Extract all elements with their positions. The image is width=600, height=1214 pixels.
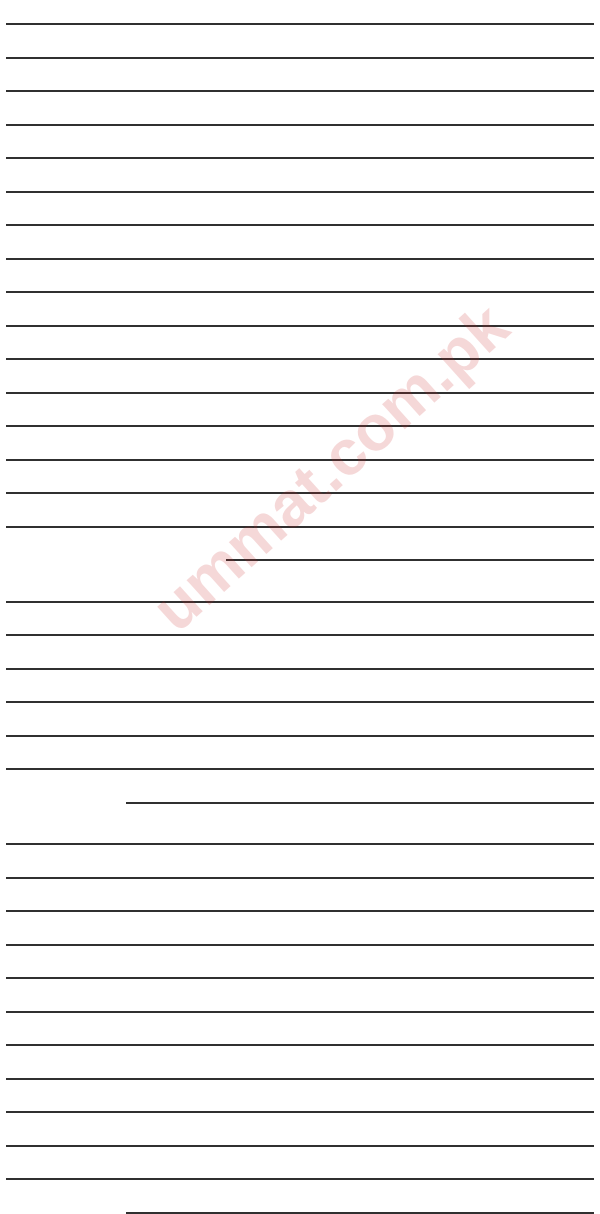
text-line: [6, 40, 594, 59]
text-line: [6, 617, 594, 636]
text-line: [126, 785, 594, 804]
text-line: [6, 651, 594, 670]
article-paragraph-2: [6, 584, 594, 804]
text-line: [6, 718, 594, 737]
text-line: [6, 584, 594, 603]
text-line: [6, 408, 594, 427]
text-line: [6, 509, 594, 528]
text-line: [6, 207, 594, 226]
text-line: [6, 442, 594, 461]
text-line: [126, 1195, 594, 1214]
text-line: [6, 274, 594, 293]
text-line: [6, 375, 594, 394]
watermark: ummat.com.pk: [138, 289, 522, 645]
text-line: [6, 308, 594, 327]
text-line: [6, 826, 594, 845]
text-line: [6, 107, 594, 126]
text-line: [6, 960, 594, 979]
text-line: [6, 341, 594, 360]
paragraph-gap: [6, 576, 594, 584]
text-line: [6, 1094, 594, 1113]
article-body: [6, 6, 594, 1214]
paragraph-gap: [6, 818, 594, 826]
text-line: [6, 1128, 594, 1147]
text-line: [6, 241, 594, 260]
text-line: [6, 174, 594, 193]
text-line: [6, 140, 594, 159]
text-line: [6, 1161, 594, 1180]
text-line: [6, 684, 594, 703]
text-line: [6, 475, 594, 494]
text-line: [6, 860, 594, 879]
text-line: [6, 751, 594, 770]
text-line: [226, 542, 594, 561]
text-line: [6, 994, 594, 1013]
text-line: [6, 6, 594, 25]
text-line: [6, 1061, 594, 1080]
text-line: [6, 1027, 594, 1046]
text-line: [6, 893, 594, 912]
article-paragraph-1: [6, 6, 594, 561]
text-line: [6, 927, 594, 946]
text-line: [6, 73, 594, 92]
article-paragraph-3: [6, 826, 594, 1214]
